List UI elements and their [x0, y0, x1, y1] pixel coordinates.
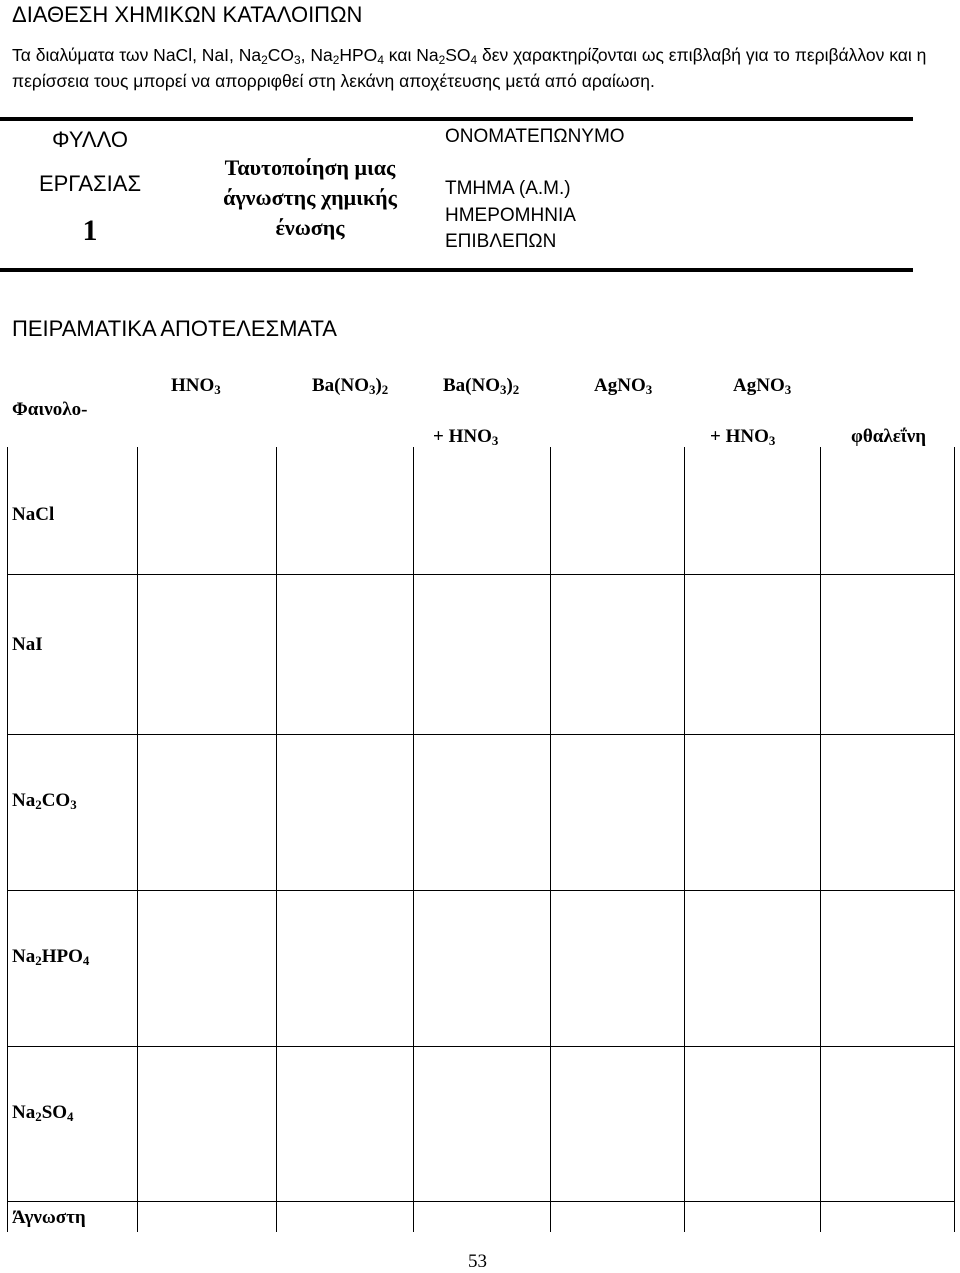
- column-header-agno3-hno3: AgNO$_3$: [733, 375, 792, 398]
- table-row-divider: [7, 734, 955, 735]
- field-supervisor: ΕΠΙΒΛΕΠΩΝ: [445, 231, 557, 252]
- table-border-right: [954, 447, 955, 1232]
- intro-text: και Na: [383, 45, 439, 65]
- row-label-na2so4: $Na_2SO_4$: [12, 1102, 74, 1125]
- table-column-divider: [550, 447, 551, 1232]
- subscript: 4: [470, 52, 478, 67]
- header-top-rule: [0, 117, 913, 121]
- table-row-divider: [7, 1201, 955, 1202]
- row-label-nacl: NaCl: [12, 504, 55, 525]
- table-row-divider: [7, 890, 955, 891]
- row-label-na2hpo4: $Na_2HPO_4$: [12, 946, 90, 969]
- exercise-title: Ταυτοποίηση μιας άγνωστης χημικής ένωσης: [223, 155, 397, 240]
- row-label-unknown: Άγνωστη: [12, 1207, 86, 1228]
- table-column-divider: [684, 447, 685, 1232]
- sheet-number: 1: [82, 214, 98, 247]
- subscript: 2: [332, 52, 340, 67]
- table-column-divider: [137, 447, 138, 1232]
- row-label-na2co3: $Na_2CO_3$: [12, 790, 77, 813]
- sheet-label-line1: ΦΥΛΛΟ: [52, 127, 128, 152]
- intro-paragraph: [12, 42, 942, 94]
- field-name: ΟΝΟΜΑΤΕΠΩΝΥΜΟ: [445, 126, 625, 147]
- table-row-divider: [7, 574, 955, 575]
- intro-text: CO: [267, 45, 295, 65]
- column-header-ba-no3-2-hno3-line2: + $HNO_3$: [433, 426, 499, 449]
- column-header-phenolphthalein-line1: Φαινολο-: [12, 399, 88, 420]
- column-header-agno3-hno3-line2: + $HNO_3$: [710, 426, 776, 449]
- column-header-phenolphthalein-line2: φθαλεΐνη: [851, 426, 926, 447]
- intro-text: HPO: [339, 45, 378, 65]
- intro-text: , Na: [300, 45, 333, 65]
- table-column-divider: [413, 447, 414, 1232]
- column-header-ba-no3-2: $Ba(NO_3)_2$: [312, 375, 389, 398]
- results-table: [7, 447, 955, 1232]
- table-column-divider: [276, 447, 277, 1232]
- subscript: 4: [377, 52, 384, 67]
- field-department: ΤΜΗΜΑ (Α.Μ.): [445, 178, 571, 199]
- table-border-left: [7, 447, 8, 1232]
- sheet-label-line2: ΕΡΓΑΣΙΑΣ: [38, 171, 142, 196]
- table-row-divider: [7, 1046, 955, 1047]
- table-column-divider: [820, 447, 821, 1232]
- header-bottom-rule: [0, 268, 913, 272]
- intro-text: Τα διαλύματα των NaCl, NaI, Na: [12, 45, 262, 65]
- intro-text: δεν χαρακτηρίζονται ως επιβλαβή για το περιβάλλον και η περίσσεια τους μπορεί να απορριφθεί στη λεκάνη αποχέτευσης μετά από αραίωση.: [12, 45, 927, 91]
- row-label-nai: NaI: [12, 634, 43, 655]
- column-header-ba-no3-2-hno3: $Ba(NO_3)_2$: [443, 375, 520, 398]
- section-title: ΠΕΙΡΑΜΑΤΙΚΑ ΑΠΟΤΕΛΕΣΜΑΤΑ: [12, 316, 337, 341]
- column-header-hno3: $HNO_3$: [171, 375, 221, 398]
- subscript: 2: [438, 52, 446, 67]
- column-header-agno3: AgNO$_3$: [594, 375, 653, 398]
- document-title: ΔΙΑΘΕΣΗ ΧΗΜΙΚΩΝ ΚΑΤΑΛΟΙΠΩΝ: [12, 2, 363, 27]
- page-number: 53: [468, 1251, 487, 1272]
- subscript: 3: [294, 52, 301, 67]
- intro-text: SO: [445, 45, 471, 65]
- subscript: 2: [261, 52, 268, 67]
- field-date: ΗΜΕΡΟΜΗΝΙΑ: [445, 205, 576, 226]
